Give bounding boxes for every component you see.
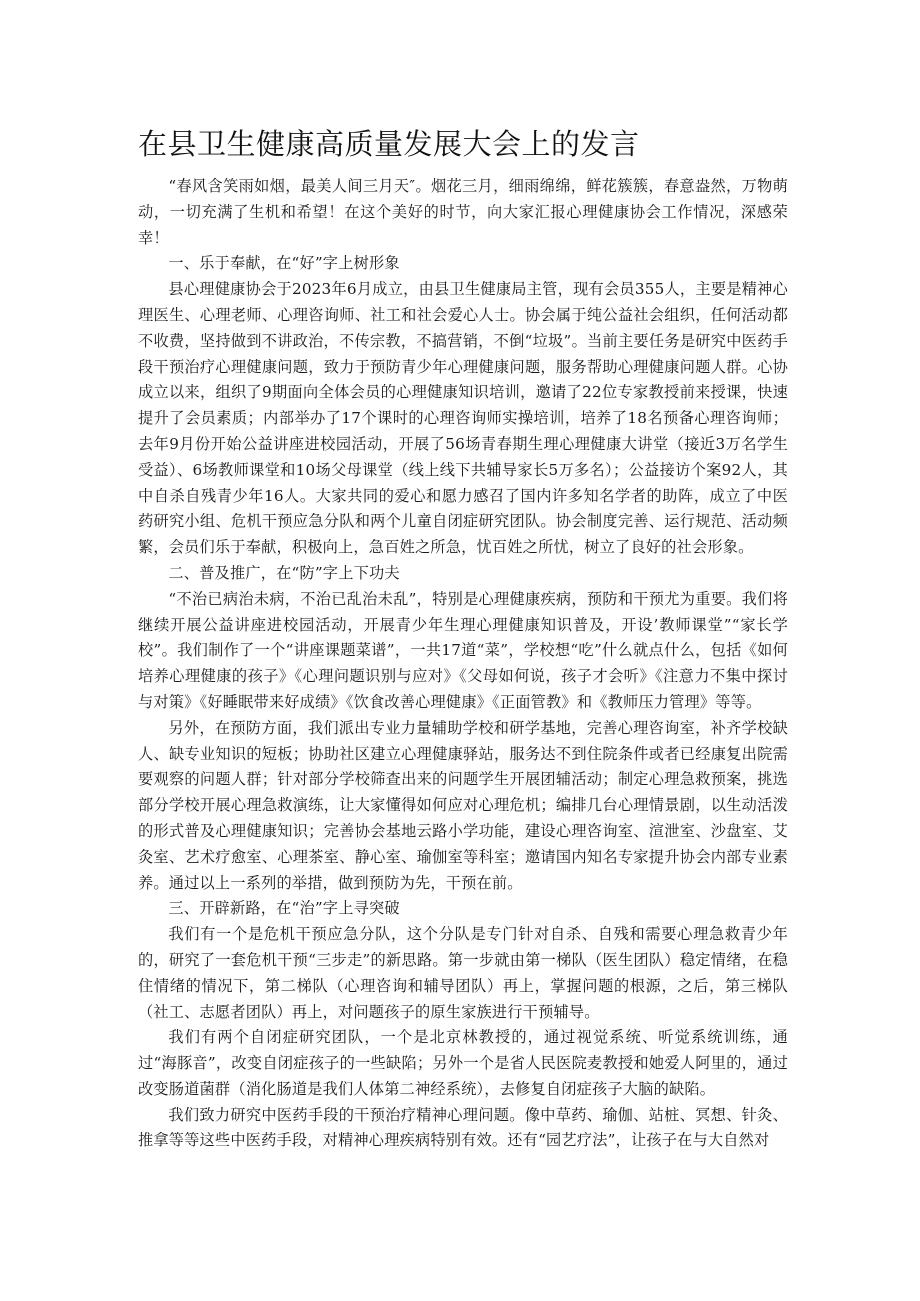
section-heading-2: 二、普及推广，在“防”字上下功夫 (168, 563, 400, 582)
document-title: 在县卫生健康高质量发展大会上的发言 (138, 127, 640, 161)
section-heading-3: 三、开辟新路，在“治”字上寻突破 (168, 899, 400, 918)
paragraph-section-2-b: 另外，在预防方面，我们派出专业力量辅助学校和研学基地，完善心理咨询室，补齐学校缺人、缺专业知识的短板；协助社区建立心理健康驿站，服务达不到住院条件或者已经康复出院需要观察的问题人群；针对部分学校筛查出来的问题学生开展团辅活动；制定心理急救预案，挑选部分学校开展心理急救演练，让大家懂得如何应对心理危机；编排几台心理情景剧，以生动活泼的形式普及心理健康知识；完善协会基地云路小学功能，建设心理咨询室、渲泄室、沙盘室、艾灸室、艺术疗愈室、心理茶室、静心室、瑜伽室等科室；邀请国内知名专家提升协会内部专业素养。通过以上一系列的举措，做到预防为先，干预在前。 (138, 718, 788, 892)
paragraph-section-3-a: 我们有一个是危机干预应急分队，这个分队是专门针对自杀、自残和需要心理急救青少年的，研究了一套危机干预“三步走”的新思路。第一步就由第一梯队（医生团队）稳定情绪，在稳住情绪的情况下，第二梯队（心理咨询和辅导团队）再上，掌握问题的根源，之后，第三梯队（社工、志愿者团队）再上，对问题孩子的原生家族进行干预辅导。 (138, 925, 788, 1021)
paragraph-section-3-b: 我们有两个自闭症研究团队，一个是北京林教授的，通过视觉系统、听觉系统训练，通过“海豚音”，改变自闭症孩子的一些缺陷；另外一个是省人民医院麦教授和她爱人阿里的，通过改变肠道菌群（消化肠道是我们人体第二神经系统），去修复自闭症孩子大脑的缺陷。 (138, 1028, 788, 1098)
paragraph-section-2-a: “不治已病治未病，不治已乱治未乱”，特别是心理健康疾病，预防和干预尤为重要。我们将继续开展公益讲座进校园活动，开展青少年生理心理健康知识普及，开设’教师课堂”“家长学校”。我们制作了一个“讲座课题菜谱”，一共17道“菜”，学校想“吃”什么就点什么，包括《如何培养心理健康的孩子》《心理问题识别与应对》《父母如何说，孩子才会听》《注意力不集中探讨与对策》《好睡眠带来好成绩》《饮食改善心理健康》《正面管教》和《教师压力管理》等等。 (138, 589, 788, 711)
paragraph-section-1: 县心理健康协会于2023年6月成立，由县卫生健康局主管，现有会员355人，主要是精神心理医生、心理老师、心理咨询师、社工和社会爱心人士。协会属于纯公益社会组织，任何活动都不收费，坚持做到不讲政治，不传宗教，不搞营销，不倒“垃圾”。当前主要任务是研究中医药手段干预治疗心理健康问题，致力于预防青少年心理健康问题，服务帮助心理健康问题人群。心协成立以来，组织了9期面向全体会员的心理健康知识培训，邀请了22位专家教授前来授课，快速提升了会员素质；内部举办了17个课时的心理咨询师实操培训，培养了18名预备心理咨询师；去年9月份开始公益讲座进校园活动，开展了56场青春期生理心理健康大讲堂（接近3万名学生受益）、6场教师课堂和10场父母课堂（线上线下共辅导家长5万多名）；公益接访个案92人，其中自杀自残青少年16人。大家共同的爱心和愿力感召了国内许多知名学者的助阵，成立了中医药研究小组、危机干预应急分队和两个儿童自闭症研究团队。协会制度完善、运行规范、活动频繁，会员们乐于奉献，积极向上，急百姓之所急，忧百姓之所忧，树立了良好的社会形象。 (138, 280, 788, 557)
paragraph-section-3-c: 我们致力研究中医药手段的干预治疗精神心理问题。像中草药、瑜伽、站桩、冥想、针灸、推拿等等这些中医药手段，对精神心理疾病特别有效。还有“园艺疗法”，让孩子在与大自然对 (138, 1105, 788, 1150)
intro-paragraph: “春风含笑雨如烟，最美人间三月天″。烟花三月，细雨绵绵，鲜花簇簇，春意盎然，万物萌动，一切充满了生机和希望！在这个美好的时节，向大家汇报心理健康协会工作情况，深感荣幸！ (138, 177, 788, 247)
section-heading-1: 一、乐于奉献，在“好”字上树形象 (168, 254, 400, 273)
document-page (138, 124, 788, 1154)
